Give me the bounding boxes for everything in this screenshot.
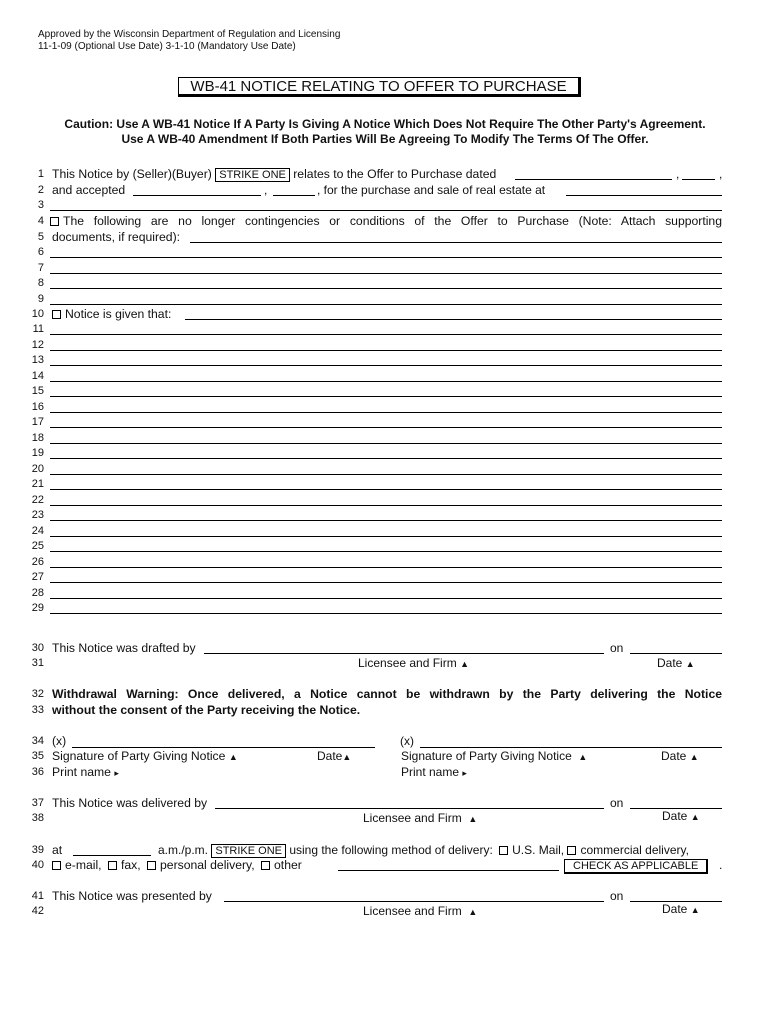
date-label: Date bbox=[657, 656, 683, 670]
form-line-18 bbox=[30, 431, 722, 446]
blank-line-field[interactable] bbox=[50, 613, 722, 614]
triangle-up-icon: ▲ bbox=[460, 659, 469, 669]
notice-given-label: Notice is given that: bbox=[65, 307, 172, 321]
relates-label: relates to the Offer to Purchase dated bbox=[293, 167, 497, 181]
signature-label: Signature of Party Giving Notice bbox=[52, 749, 226, 763]
line-number: 30 bbox=[31, 642, 44, 654]
date-label: Date bbox=[661, 749, 687, 763]
drafted-date-field[interactable] bbox=[630, 653, 722, 654]
form-line-24 bbox=[30, 524, 722, 539]
blank-line-field[interactable] bbox=[50, 520, 722, 521]
blank-line-field[interactable] bbox=[50, 536, 722, 537]
line-number: 24 bbox=[31, 525, 44, 537]
check-as-applicable-box bbox=[564, 858, 708, 872]
line-number: 13 bbox=[31, 354, 44, 366]
real-estate-label: , for the purchase and sale of real estate at bbox=[317, 183, 546, 197]
blank-line-field[interactable] bbox=[50, 427, 722, 428]
blank-line-field[interactable] bbox=[50, 458, 722, 459]
form-line-40 bbox=[30, 858, 722, 873]
us-mail-checkbox[interactable] bbox=[499, 846, 508, 855]
arrow-right-icon: ▸ bbox=[114, 768, 119, 778]
line-number: 35 bbox=[31, 750, 44, 762]
other-method-field[interactable] bbox=[338, 870, 559, 871]
form-line-35 bbox=[30, 749, 722, 764]
signature-label: Signature of Party Giving Notice bbox=[401, 749, 572, 763]
signature-field-2[interactable] bbox=[420, 747, 722, 748]
blank-line-field[interactable] bbox=[50, 567, 722, 568]
form-line-7 bbox=[30, 261, 722, 276]
other-checkbox[interactable] bbox=[261, 861, 270, 870]
fax-label: fax, bbox=[120, 858, 141, 872]
date-label: Date bbox=[317, 749, 343, 763]
form-line-42 bbox=[30, 904, 722, 919]
offer-year-field[interactable] bbox=[682, 179, 715, 180]
delivery-time-field[interactable] bbox=[73, 855, 151, 856]
form-line-13 bbox=[30, 353, 722, 368]
form-line-1 bbox=[30, 167, 722, 182]
form-line-16 bbox=[30, 400, 722, 415]
on-label: on bbox=[610, 796, 624, 810]
blank-line-field[interactable] bbox=[50, 412, 722, 413]
notice-given-checkbox[interactable] bbox=[52, 310, 61, 319]
form-line-8 bbox=[30, 276, 722, 291]
form-line-2 bbox=[30, 183, 722, 198]
other-label: other bbox=[274, 858, 302, 872]
arrow-right-icon: ▸ bbox=[462, 768, 467, 778]
blank-line-field[interactable] bbox=[50, 350, 722, 351]
form-line-31 bbox=[30, 656, 722, 671]
period: . bbox=[719, 858, 723, 872]
email-checkbox[interactable] bbox=[52, 861, 61, 870]
us-mail-label: U.S. Mail, bbox=[512, 843, 565, 857]
form-line-22 bbox=[30, 493, 722, 508]
real-estate-field-cont[interactable] bbox=[50, 210, 722, 211]
contingencies-field[interactable] bbox=[190, 242, 722, 243]
form-line-9 bbox=[30, 292, 722, 307]
withdrawal-warning-1: Withdrawal Warning: Once delivered, a Notice cannot be withdrawn by the Party delivering the Notice bbox=[52, 687, 722, 701]
signature-field-1[interactable] bbox=[72, 747, 375, 748]
comma: , bbox=[719, 167, 723, 181]
line-number: 34 bbox=[31, 735, 44, 747]
accepted-year-field[interactable] bbox=[273, 195, 315, 196]
licensee-firm-label: Licensee and Firm bbox=[358, 656, 457, 670]
line-number: 4 bbox=[37, 215, 44, 227]
line-number: 9 bbox=[37, 293, 44, 305]
withdrawal-warning-2: without the consent of the Party receiving the Notice. bbox=[52, 703, 361, 717]
blank-line-field[interactable] bbox=[50, 582, 722, 583]
print-name-label: Print name bbox=[401, 765, 460, 779]
check-as-applicable-label: CHECK AS APPLICABLE bbox=[564, 859, 708, 874]
triangle-up-icon: ▲ bbox=[468, 814, 478, 824]
blank-line-field[interactable] bbox=[50, 381, 722, 382]
line-number: 26 bbox=[31, 556, 44, 568]
blank-line-field[interactable] bbox=[50, 304, 722, 305]
line-number: 37 bbox=[31, 797, 44, 809]
line-number: 19 bbox=[31, 447, 44, 459]
blank-line-field[interactable] bbox=[50, 489, 722, 490]
line-number: 28 bbox=[31, 587, 44, 599]
form-line-10 bbox=[30, 307, 722, 322]
form-line-41 bbox=[30, 889, 722, 904]
form-line-21 bbox=[30, 477, 722, 492]
line-number: 29 bbox=[31, 602, 44, 614]
comma: , bbox=[676, 167, 680, 181]
on-label: on bbox=[610, 889, 624, 903]
real-estate-field[interactable] bbox=[566, 195, 722, 196]
commercial-delivery-checkbox[interactable] bbox=[567, 846, 576, 855]
line-number: 8 bbox=[37, 277, 44, 289]
strike-one-box[interactable]: STRIKE ONE bbox=[211, 844, 286, 858]
form-line-33 bbox=[30, 703, 722, 718]
form-line-5 bbox=[30, 230, 722, 245]
licensee-firm-label: Licensee and Firm bbox=[363, 904, 462, 918]
line-number: 18 bbox=[31, 432, 44, 444]
line-number: 20 bbox=[31, 463, 44, 475]
line-number: 22 bbox=[31, 494, 44, 506]
blank-line-field[interactable] bbox=[50, 257, 722, 258]
line-number: 25 bbox=[31, 540, 44, 552]
personal-delivery-checkbox[interactable] bbox=[147, 861, 156, 870]
line-number: 16 bbox=[31, 401, 44, 413]
form-title: WB-41 NOTICE RELATING TO OFFER TO PURCHASE bbox=[178, 77, 581, 97]
licensee-firm-label: Licensee and Firm bbox=[363, 811, 462, 825]
line-number: 15 bbox=[31, 385, 44, 397]
line-number: 10 bbox=[31, 308, 44, 320]
blank-line-field[interactable] bbox=[50, 288, 722, 289]
fax-checkbox[interactable] bbox=[108, 861, 117, 870]
form-line-39 bbox=[30, 843, 722, 858]
at-label: at bbox=[52, 843, 63, 857]
form-line-32 bbox=[30, 687, 722, 702]
caution-line-1: Caution: Use A WB-41 Notice If A Party Is Giving A Notice Which Does Not Require The Other Party's Agreement. bbox=[64, 117, 706, 131]
form-line-30 bbox=[30, 641, 722, 656]
x-mark: (x) bbox=[400, 734, 414, 748]
line-number: 21 bbox=[31, 478, 44, 490]
blank-line-field[interactable] bbox=[50, 443, 722, 444]
line-number: 38 bbox=[31, 812, 44, 824]
triangle-up-icon: ▲ bbox=[685, 659, 695, 669]
form-line-17 bbox=[30, 415, 722, 430]
form-line-26 bbox=[30, 555, 722, 570]
triangle-up-icon: ▲ bbox=[690, 905, 700, 915]
form-line-19 bbox=[30, 446, 722, 461]
blank-line-field[interactable] bbox=[50, 273, 722, 274]
form-line-3 bbox=[30, 198, 722, 213]
drafted-by-field[interactable] bbox=[204, 653, 604, 654]
commercial-delivery-label: commercial delivery, bbox=[580, 843, 689, 857]
line-number: 6 bbox=[37, 246, 44, 258]
line-number: 23 bbox=[31, 509, 44, 521]
form-line-23 bbox=[30, 508, 722, 523]
caution-line-2: Use A WB-40 Amendment If Both Parties Will Be Agreeing To Modify The Terms Of The Offer. bbox=[121, 132, 649, 146]
date-label: Date bbox=[662, 902, 688, 916]
contingencies-label: The following are no longer contingencies or conditions of the Offer to Purchase (Note: Attach supporting bbox=[63, 214, 722, 228]
presented-by-label: This Notice was presented by bbox=[52, 889, 212, 903]
blank-line-field[interactable] bbox=[50, 598, 722, 599]
triangle-up-icon: ▲ bbox=[690, 812, 700, 822]
form-line-20 bbox=[30, 462, 722, 477]
blank-line-field[interactable] bbox=[50, 396, 722, 397]
line-number: 7 bbox=[37, 262, 44, 274]
form-line-37 bbox=[30, 796, 722, 811]
delivered-by-label: This Notice was delivered by bbox=[52, 796, 208, 810]
form-line-36 bbox=[30, 765, 722, 780]
date-label: Date bbox=[662, 809, 688, 823]
blank-line-field[interactable] bbox=[50, 551, 722, 552]
form-line-12 bbox=[30, 338, 722, 353]
use-dates: 11-1-09 (Optional Use Date) 3-1-10 (Mandatory Use Date) bbox=[38, 40, 296, 52]
form-line-14 bbox=[30, 369, 722, 384]
documents-label: documents, if required): bbox=[52, 230, 181, 244]
line-number: 3 bbox=[37, 199, 44, 211]
notice-given-field[interactable] bbox=[185, 319, 722, 320]
form-line-29 bbox=[30, 601, 722, 616]
print-name-label: Print name bbox=[52, 765, 111, 779]
triangle-up-icon: ▲ bbox=[468, 907, 478, 917]
delivery-method-label: using the following method of delivery: bbox=[289, 843, 493, 857]
form-line-15 bbox=[30, 384, 722, 399]
form-line-4 bbox=[30, 214, 722, 229]
form-line-6 bbox=[30, 245, 722, 260]
approval-header bbox=[38, 29, 340, 52]
line-number: 42 bbox=[31, 905, 44, 917]
line-number: 39 bbox=[31, 844, 44, 856]
personal-delivery-label: personal delivery, bbox=[160, 858, 255, 872]
form-line-11 bbox=[30, 322, 722, 337]
line-number: 31 bbox=[31, 657, 44, 669]
drafted-by-label: This Notice was drafted by bbox=[52, 641, 196, 655]
blank-line-field[interactable] bbox=[50, 334, 722, 335]
contingencies-checkbox[interactable] bbox=[50, 217, 59, 226]
form-line-28 bbox=[30, 586, 722, 601]
form-line-34 bbox=[30, 734, 722, 749]
notice-by-label: This Notice by (Seller)(Buyer) bbox=[52, 167, 212, 181]
line-number: 17 bbox=[31, 416, 44, 428]
offer-date-field[interactable] bbox=[515, 179, 672, 180]
triangle-up-icon: ▲ bbox=[689, 752, 699, 762]
line-number: 41 bbox=[31, 890, 44, 902]
line-number: 1 bbox=[37, 168, 44, 180]
blank-line-field[interactable] bbox=[50, 474, 722, 475]
triangle-up-icon: ▲ bbox=[578, 752, 588, 762]
form-line-25 bbox=[30, 539, 722, 554]
presented-by-field[interactable] bbox=[224, 901, 604, 902]
line-number: 33 bbox=[31, 704, 44, 716]
line-number: 32 bbox=[31, 688, 44, 700]
line-number: 14 bbox=[31, 370, 44, 382]
approval-text: Approved by the Wisconsin Department of Regulation and Licensing bbox=[38, 29, 341, 40]
ampm-label: a.m./p.m. bbox=[158, 843, 209, 857]
line-number: 11 bbox=[32, 323, 44, 335]
accepted-label: and accepted bbox=[52, 183, 126, 197]
line-number: 40 bbox=[31, 859, 44, 871]
blank-line-field[interactable] bbox=[50, 505, 722, 506]
line-number: 12 bbox=[31, 339, 44, 351]
line-number: 5 bbox=[37, 231, 44, 243]
triangle-up-icon: ▲ bbox=[342, 752, 352, 762]
line-number: 2 bbox=[37, 184, 44, 196]
accepted-date-field[interactable] bbox=[133, 195, 261, 196]
on-label: on bbox=[610, 641, 624, 655]
line-number: 36 bbox=[31, 766, 44, 778]
x-mark: (x) bbox=[52, 734, 67, 748]
blank-line-field[interactable] bbox=[50, 365, 722, 366]
triangle-up-icon: ▲ bbox=[228, 752, 238, 762]
line-number: 27 bbox=[31, 571, 44, 583]
delivered-by-field[interactable] bbox=[215, 808, 604, 809]
email-label: e-mail, bbox=[65, 858, 102, 872]
strike-one-box[interactable]: STRIKE ONE bbox=[215, 168, 290, 182]
comma: , bbox=[264, 183, 268, 197]
form-line-27 bbox=[30, 570, 722, 585]
form-line-38 bbox=[30, 811, 722, 826]
